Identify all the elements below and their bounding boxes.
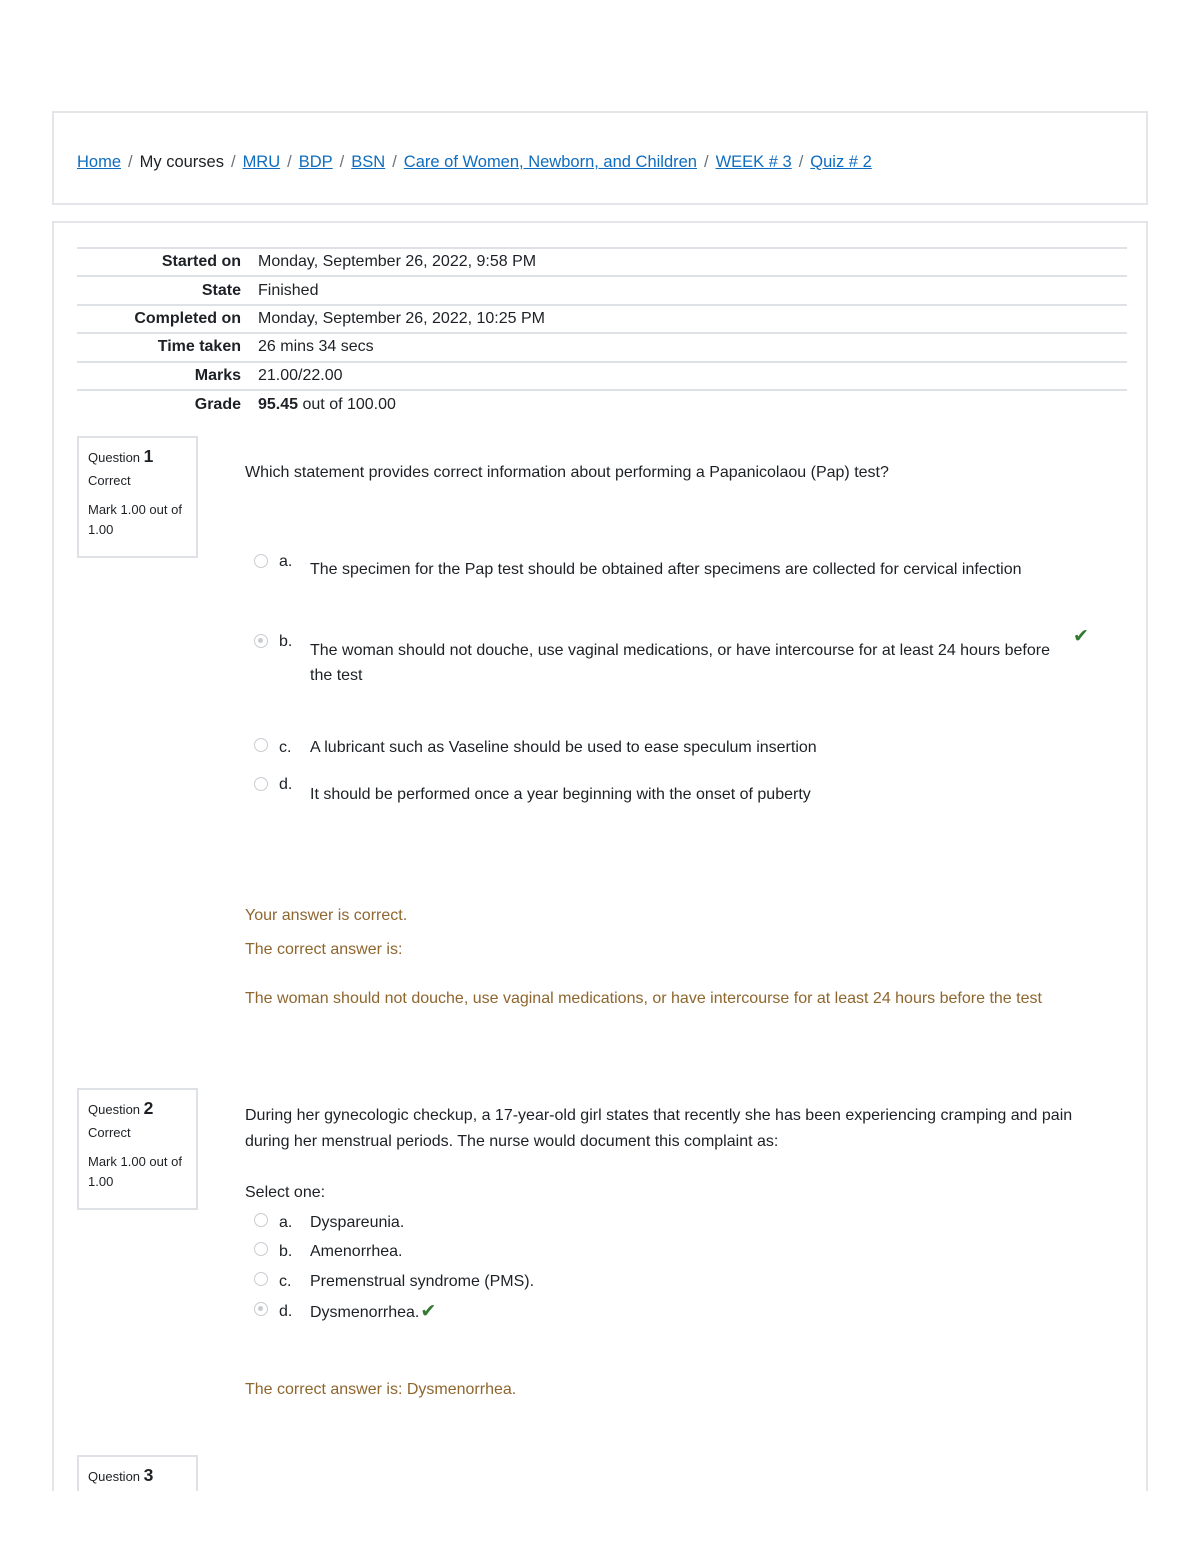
question-label: Question (88, 450, 141, 465)
option-text: It should be performed once a year beginning with the onset of puberty (310, 786, 811, 803)
select-one-label: Select one: (245, 1184, 326, 1201)
question-label: Question (88, 1102, 141, 1117)
summary-value: Monday, September 26, 2022, 9:58 PM (258, 253, 537, 271)
breadcrumb-separator: / (230, 153, 236, 171)
option-letter: b. (279, 1243, 293, 1260)
summary-value: Monday, September 26, 2022, 10:25 PM (258, 309, 545, 327)
breadcrumb-separator: / (339, 153, 345, 171)
summary-label: Started on (161, 253, 241, 271)
quiz-review-card (52, 221, 1148, 1491)
option-text: A lubricant such as Vaseline should be used to ease speculum insertion (310, 739, 817, 756)
radio-button[interactable] (254, 634, 268, 648)
summary-label: State (201, 281, 241, 299)
summary-row-grade (77, 391, 1127, 419)
radio-button[interactable] (254, 1302, 268, 1316)
question-state: Correct (88, 473, 131, 488)
radio-button[interactable] (254, 1242, 268, 1256)
radio-button[interactable] (254, 554, 268, 568)
summary-label: Time taken (157, 338, 241, 356)
option-letter: d. (279, 776, 293, 793)
breadcrumb-home-link[interactable]: Home (77, 153, 122, 171)
breadcrumb-course-link[interactable]: Care of Women, Newborn, and Children (403, 153, 697, 171)
breadcrumb-separator: / (287, 153, 292, 171)
attempt-summary-table (77, 247, 1127, 419)
option-letter: d. (279, 1303, 293, 1320)
grade-score: 95.45 (258, 396, 299, 414)
breadcrumb-my-courses: My courses (139, 153, 224, 171)
radio-button[interactable] (254, 1213, 268, 1227)
summary-value (241, 396, 396, 414)
option-text: Amenorrhea. (310, 1243, 403, 1260)
option-letter: a. (279, 1214, 293, 1231)
breadcrumb (77, 153, 872, 172)
question-number-value: 2 (143, 1098, 154, 1118)
breadcrumb-separator: / (798, 153, 804, 171)
summary-label: Grade (194, 396, 241, 414)
summary-value: 21.00/22.00 (258, 366, 343, 384)
question-text: Which statement provides correct information about performing a Papanicolaou (Pap) test? (245, 464, 889, 481)
question-mark: Mark 1.00 out of 1.00 (88, 1154, 182, 1189)
question-number (88, 446, 187, 467)
option-text: Dyspareunia. (310, 1214, 405, 1231)
breadcrumb-card (52, 111, 1148, 205)
breadcrumb-bsn-link[interactable]: BSN (351, 153, 386, 171)
grade-out-of: out of 100.00 (302, 396, 396, 414)
summary-row-time-taken (77, 334, 1127, 362)
feedback-answer: The correct answer is: Dysmenorrhea. (245, 1381, 517, 1398)
question-text: During her gynecologic checkup, a 17-year-old girl states that recently she has been experiencing cramping and pain during her menstrual periods. The nurse would document this complaint as: (245, 1107, 1073, 1150)
question-number-value: 3 (143, 1465, 154, 1485)
option-text-value: Dysmenorrhea. (310, 1304, 420, 1321)
radio-button[interactable] (254, 777, 268, 791)
option-letter: c. (279, 1273, 292, 1290)
question-number (88, 1098, 187, 1119)
breadcrumb-bdp-link[interactable]: BDP (298, 153, 333, 171)
breadcrumb-quiz-link[interactable]: Quiz # 2 (810, 153, 872, 171)
summary-label: Completed on (134, 309, 241, 327)
radio-button[interactable] (254, 738, 268, 752)
question-info-box (77, 1455, 198, 1491)
check-icon: ✔ (1073, 626, 1089, 647)
summary-value: 26 mins 34 secs (258, 338, 374, 356)
summary-row-state (77, 277, 1127, 305)
summary-row-started (77, 249, 1127, 277)
option-letter: a. (279, 553, 293, 570)
question-number-value: 1 (143, 446, 154, 466)
summary-value: Finished (258, 281, 319, 299)
check-icon: ✔ (420, 1301, 437, 1322)
radio-button[interactable] (254, 1272, 268, 1286)
question-label: Question (88, 1469, 141, 1484)
option-letter: b. (279, 633, 293, 650)
question-info-box (77, 1088, 198, 1210)
feedback-answer: The woman should not douche, use vaginal medications, or have intercourse for at least 24 hours before the test (245, 990, 1042, 1007)
summary-row-completed (77, 306, 1127, 334)
breadcrumb-separator: / (128, 153, 133, 171)
summary-label: Marks (194, 366, 241, 384)
question-info-box (77, 436, 198, 558)
question-mark: Mark 1.00 out of 1.00 (88, 502, 182, 537)
question-number (88, 1465, 187, 1486)
breadcrumb-separator: / (392, 153, 397, 171)
summary-row-marks (77, 363, 1127, 391)
feedback-label: The correct answer is: (245, 941, 403, 958)
option-letter: c. (279, 739, 292, 756)
option-text: Premenstrual syndrome (PMS). (310, 1273, 535, 1290)
option-text (310, 1299, 436, 1325)
feedback-correct: Your answer is correct. (245, 907, 408, 924)
breadcrumb-separator: / (703, 153, 709, 171)
breadcrumb-mru-link[interactable]: MRU (242, 153, 281, 171)
breadcrumb-week-link[interactable]: WEEK # 3 (715, 153, 792, 171)
option-text: The woman should not douche, use vaginal medications, or have intercourse for at least 24 hours before the test (310, 642, 1050, 684)
question-state: Correct (88, 1125, 131, 1140)
option-text: The specimen for the Pap test should be obtained after specimens are collected for cervical infection (310, 561, 1022, 578)
